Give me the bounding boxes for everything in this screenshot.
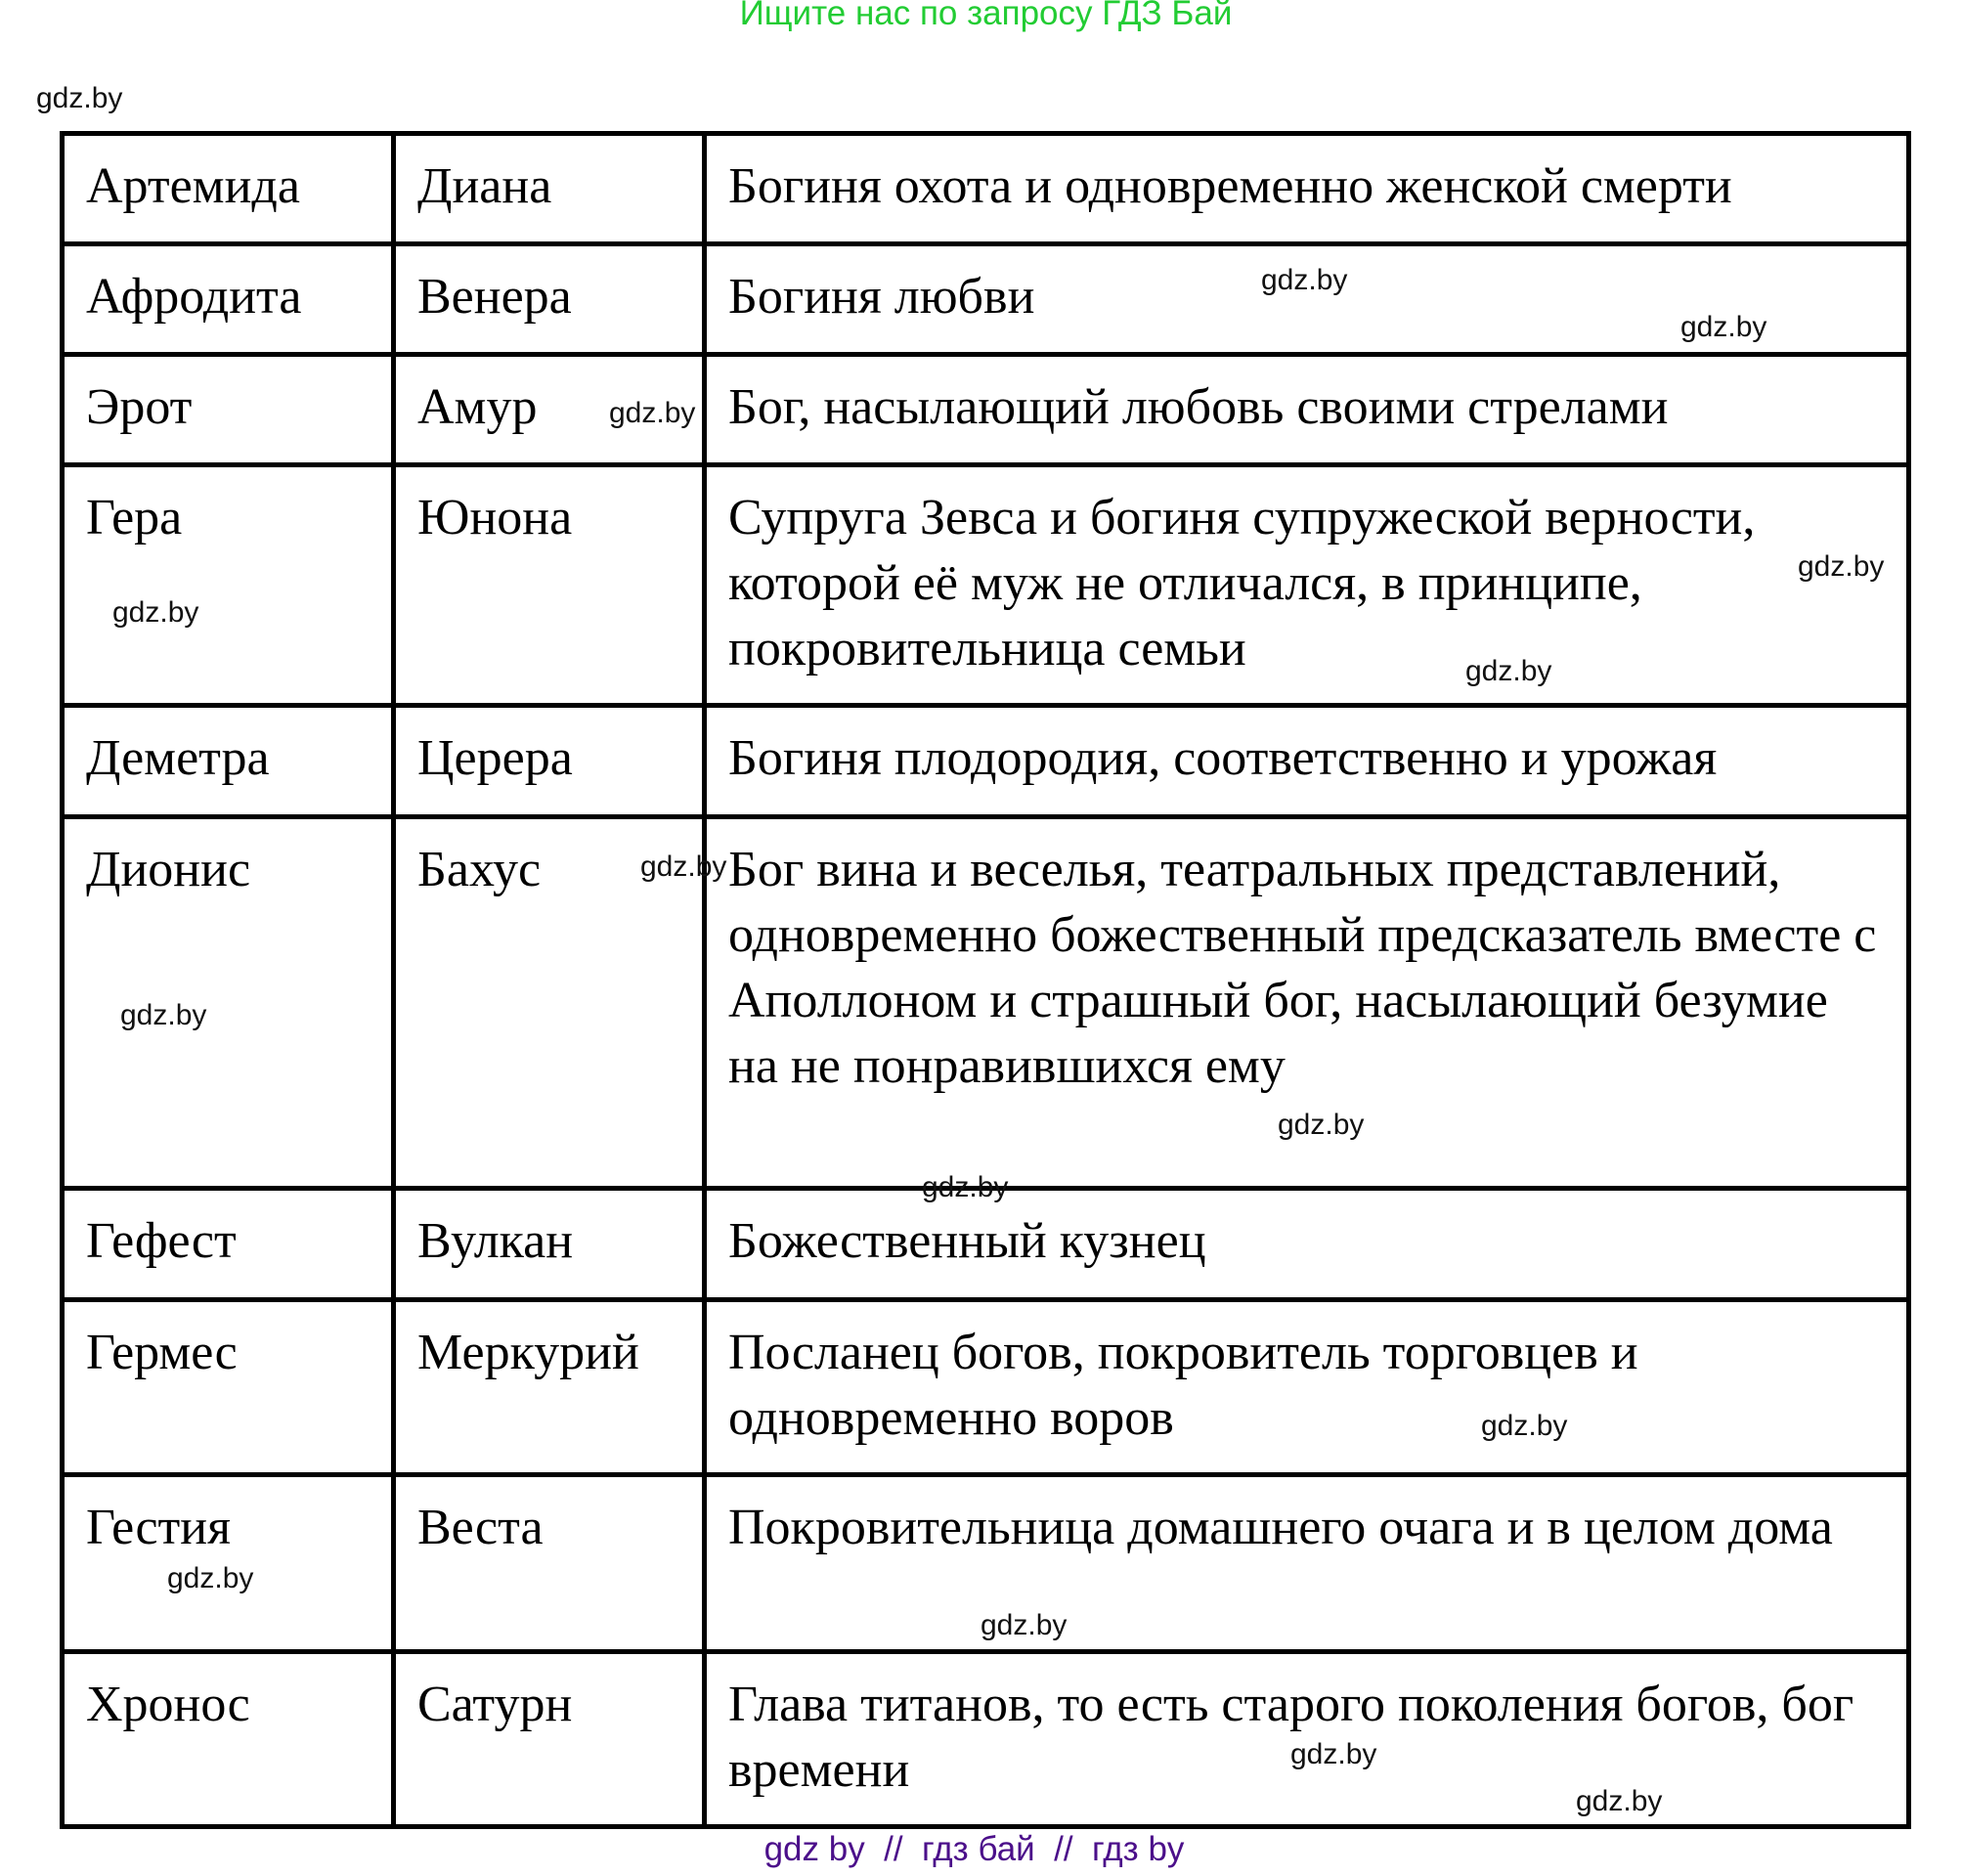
watermark: gdz.by: [1481, 1410, 1568, 1442]
watermark: gdz.by: [1576, 1785, 1663, 1817]
watermark: gdz.by: [981, 1609, 1068, 1641]
description: Глава титанов, то есть старого поколения богов, бог времени: [705, 1652, 1909, 1827]
greek-name: Гера: [63, 465, 394, 706]
roman-name: Бахус: [394, 817, 705, 1189]
greek-name: Дионис: [63, 817, 394, 1189]
search-banner: Ищите нас по запросу ГДЗ Бай: [739, 0, 1233, 32]
roman-name: Вулкан: [394, 1189, 705, 1300]
description: Богиня охота и одновременно женской смерти: [705, 134, 1909, 244]
table-row: [63, 134, 1909, 244]
watermark: gdz.by: [922, 1171, 1009, 1203]
roman-name: Меркурий: [394, 1300, 705, 1475]
description: Посланец богов, покровитель торговцев и одновременно воров: [705, 1300, 1909, 1475]
watermark: gdz.by: [1680, 311, 1767, 343]
greek-name: Афродита: [63, 244, 394, 355]
description: Бог, насылающий любовь своими стрелами: [705, 355, 1909, 465]
table-row: [63, 1189, 1909, 1300]
watermark: gdz.by: [36, 82, 123, 114]
watermark: gdz.by: [1798, 550, 1885, 583]
roman-name: Веста: [394, 1475, 705, 1652]
roman-name: Амур: [394, 355, 705, 465]
greek-name: Хронос: [63, 1652, 394, 1827]
table-row: [63, 706, 1909, 817]
description: Супруга Зевса и богиня супружеской верности, которой её муж не отличался, в принципе, покровительница семьи: [705, 465, 1909, 706]
description: Богиня любви: [705, 244, 1909, 355]
roman-name: Диана: [394, 134, 705, 244]
watermark: gdz.by: [167, 1562, 254, 1594]
table-row: [63, 817, 1909, 1189]
watermark: gdz.by: [112, 596, 199, 629]
table-row: [63, 244, 1909, 355]
roman-name: Венера: [394, 244, 705, 355]
table-row: [63, 355, 1909, 465]
footer-links: gdz by // гдз бай // гдз by: [763, 1830, 1185, 1868]
description: Бог вина и веселья, театральных представлений, одновременно божественный предсказатель вместе с Аполлоном и страшный бог, насылающий безумие на не понравившихся ему: [705, 817, 1909, 1189]
greek-name: Гефест: [63, 1189, 394, 1300]
watermark: gdz.by: [640, 851, 727, 883]
watermark: gdz.by: [609, 397, 696, 429]
description: Покровительница домашнего очага и в целом дома: [705, 1475, 1909, 1652]
table-row: [63, 465, 1909, 706]
roman-name: Юнона: [394, 465, 705, 706]
greek-name: Артемида: [63, 134, 394, 244]
description: Божественный кузнец: [705, 1189, 1909, 1300]
watermark: gdz.by: [1278, 1109, 1365, 1141]
description: Богиня плодородия, соответственно и урожая: [705, 706, 1909, 817]
greek-name: Эрот: [63, 355, 394, 465]
gods-table-body: [63, 134, 1909, 1827]
watermark: gdz.by: [1261, 264, 1348, 296]
watermark: gdz.by: [1290, 1738, 1377, 1770]
greek-name: Деметра: [63, 706, 394, 817]
watermark: gdz.by: [120, 999, 207, 1031]
watermark: gdz.by: [1465, 655, 1552, 687]
greek-name: Гестия: [63, 1475, 394, 1652]
gods-table: [60, 131, 1911, 1829]
roman-name: Сатурн: [394, 1652, 705, 1827]
roman-name: Церера: [394, 706, 705, 817]
greek-name: Гермес: [63, 1300, 394, 1475]
table-row: [63, 1300, 1909, 1475]
